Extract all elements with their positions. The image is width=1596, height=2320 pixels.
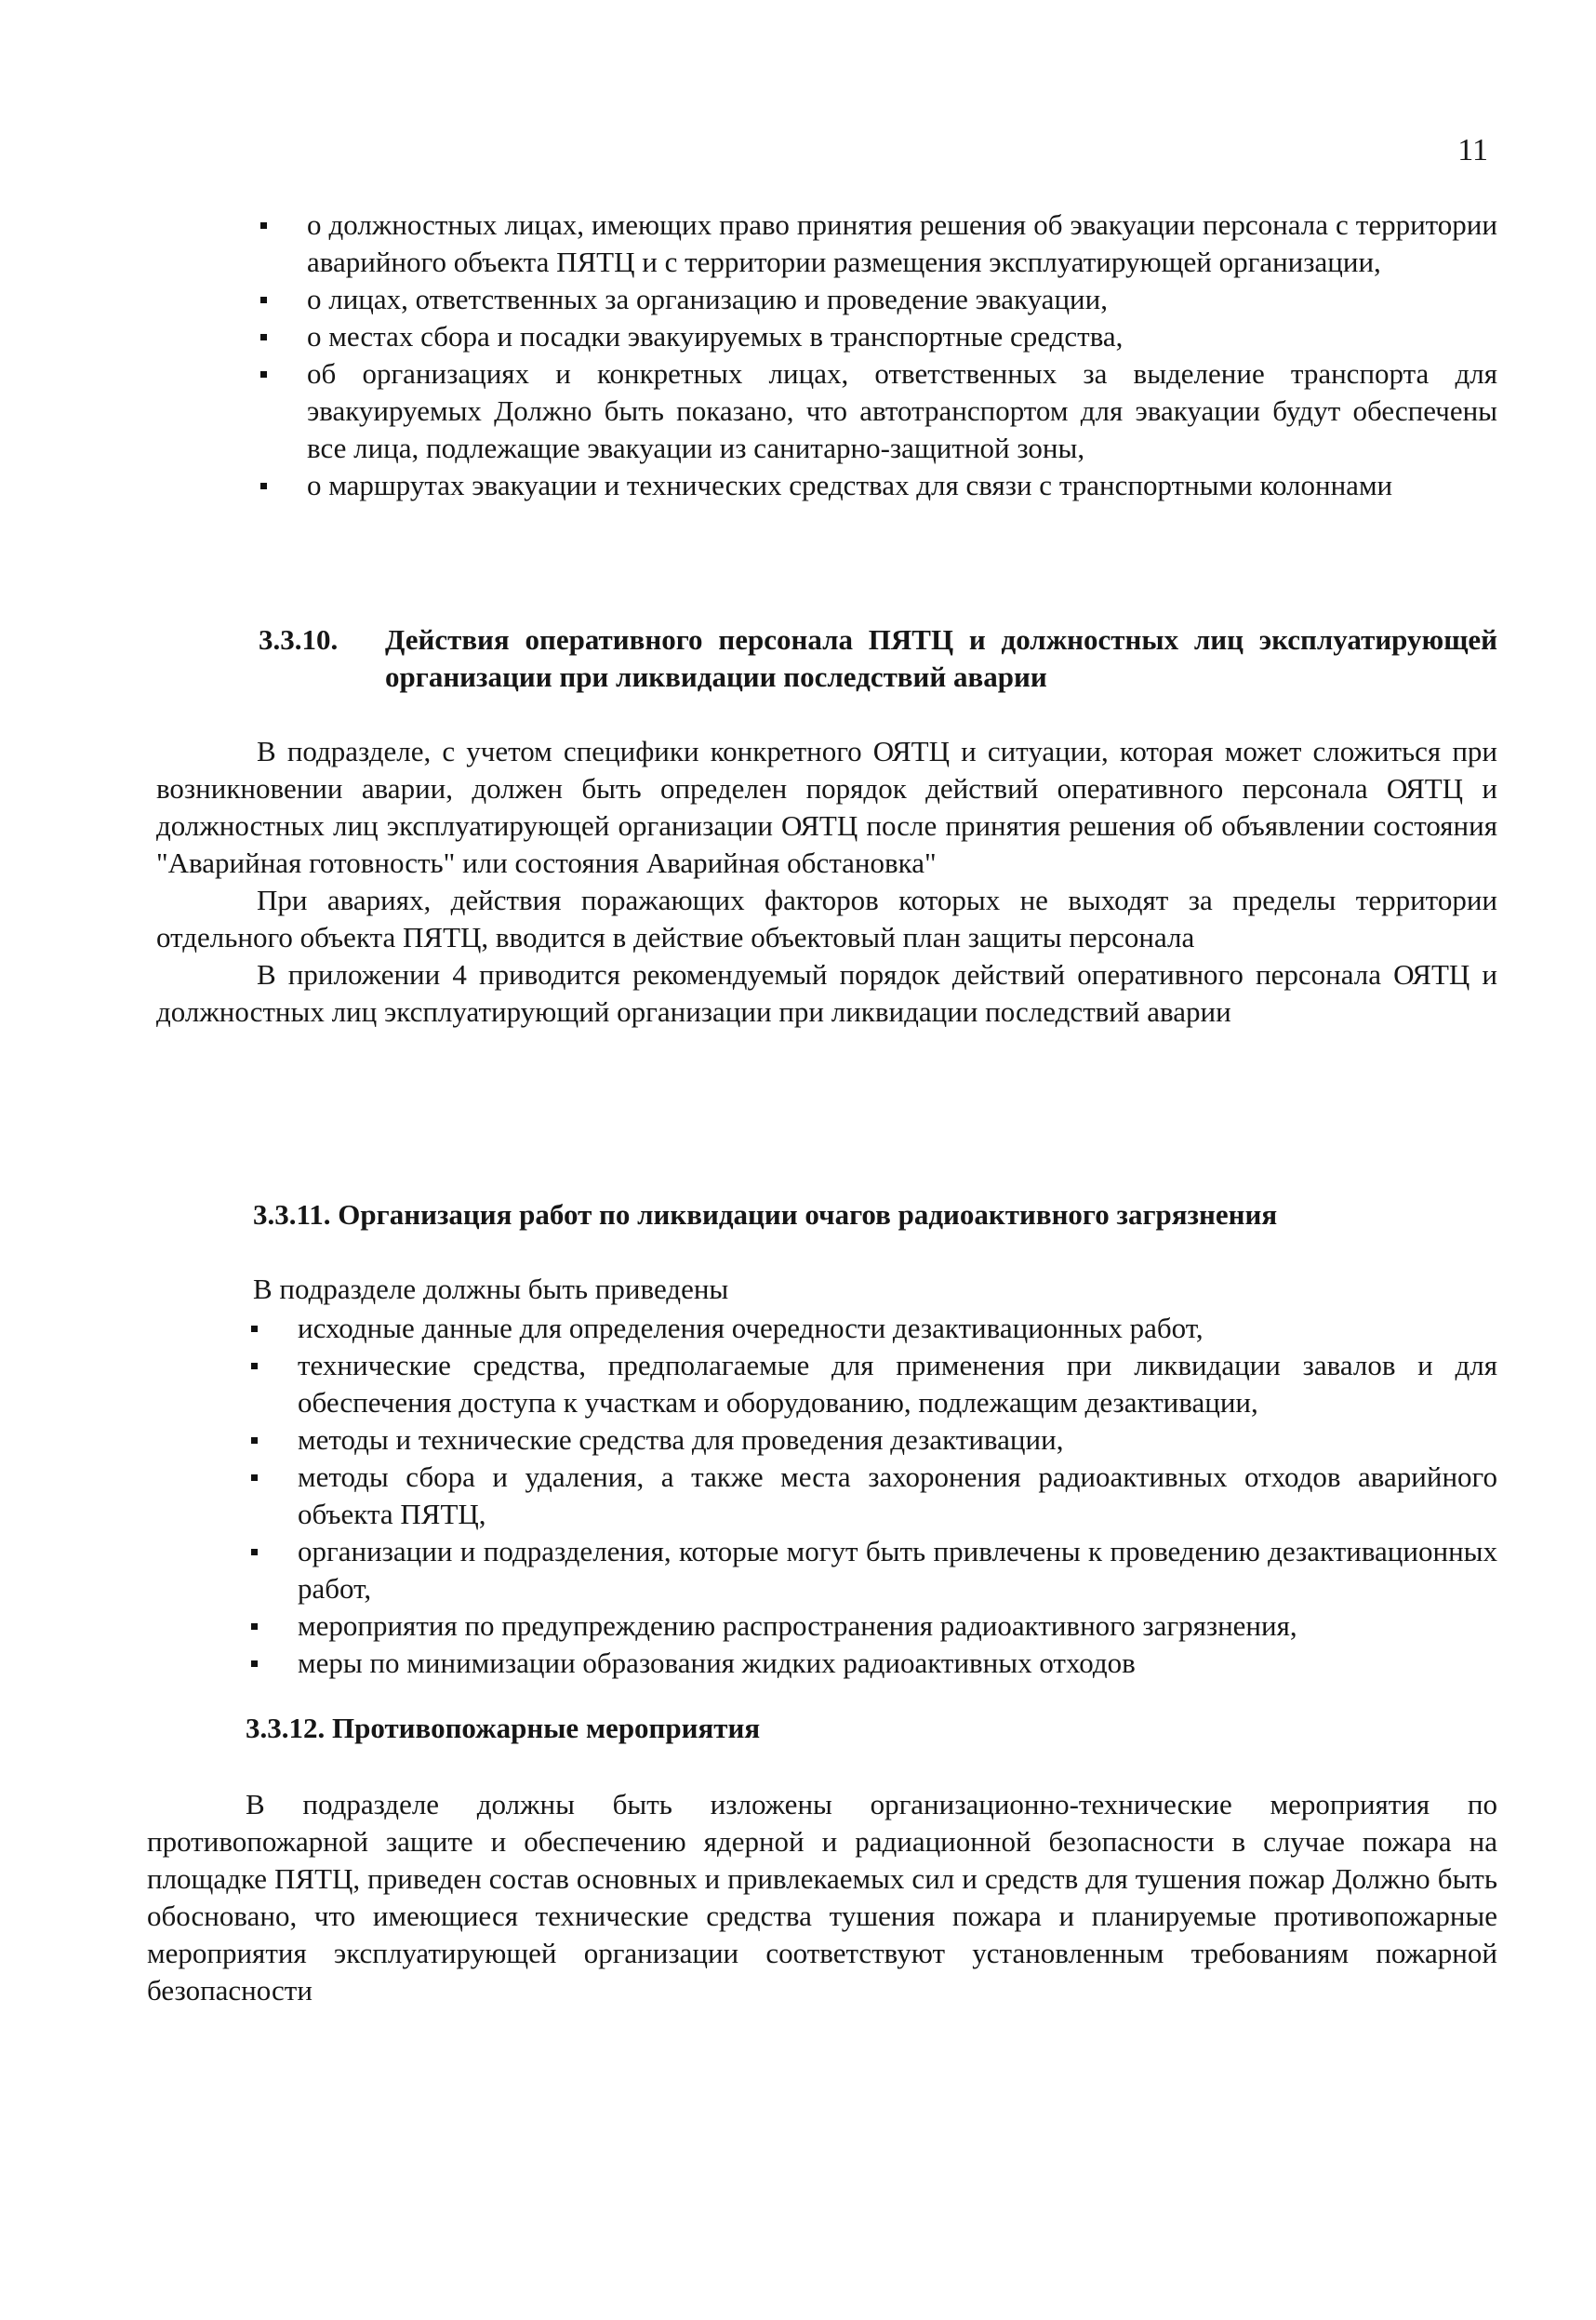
list-item: технические средства, предполагаемые для применения при ликвидации завалов и для обеспечения доступа к участкам и оборудованию, подлежащим дезактивации, xyxy=(251,1347,1497,1421)
list-item: мероприятия по предупреждению распространения радиоактивного загрязнения, xyxy=(251,1607,1497,1645)
list-item: о маршрутах эвакуации и технических средствах для связи с транспортными колоннами xyxy=(260,467,1497,504)
bullet-icon xyxy=(251,1363,258,1369)
list-item: о лицах, ответственных за организацию и проведение эвакуации, xyxy=(260,281,1497,318)
list-item: организации и подразделения, которые могут быть привлечены к проведению дезактивационных работ, xyxy=(251,1533,1497,1607)
section-3-3-10-heading xyxy=(259,621,1497,696)
bullet-icon xyxy=(251,1437,258,1444)
bullet-icon xyxy=(251,1660,258,1667)
paragraph: В приложении 4 приводится рекомендуемый порядок действий оперативного персонала ОЯТЦ и должностных лиц эксплуатирующий организации при ликвидации последствий аварии xyxy=(156,958,1497,1028)
section-3-3-12-paragraph: В подразделе должны быть изложены организационно-технические мероприятия по противопожарной защите и обеспечению ядерной и радиационной безопасности в случае пожара на площадке ПЯТЦ, приведен состав основных и привлекаемых сил и средств для тушения пожар Должно быть обосновано, что имеющиеся технические средства тушения пожара и планируемые противопожарные мероприятия эксплуатирующей организации соответствуют установленным требованиям пожарной безопасности xyxy=(147,1788,1497,2007)
list-item: о местах сбора и посадки эвакуируемых в транспортные средства, xyxy=(260,318,1497,355)
section-3-3-10-body xyxy=(156,733,1497,1031)
section-3-3-11-lead: В подразделе должны быть приведены xyxy=(253,1273,729,1305)
list-item: методы и технические средства для проведения дезактивации, xyxy=(251,1421,1497,1459)
section-number: 3.3.10. xyxy=(259,623,339,656)
bullet-icon xyxy=(260,222,267,229)
bullet-icon xyxy=(260,371,267,378)
bullet-icon xyxy=(260,483,267,489)
section-3-3-12-heading: 3.3.12. Противопожарные мероприятия xyxy=(246,1712,761,1744)
bullet-icon xyxy=(251,1549,258,1555)
page-number: 11 xyxy=(1457,133,1488,167)
bullet-icon xyxy=(260,334,267,340)
list-item: меры по минимизации образования жидких радиоактивных отходов xyxy=(251,1645,1497,1682)
bullet-icon xyxy=(260,297,267,303)
section-title: Действия оперативного персонала ПЯТЦ и должностных лиц эксплуатирующей организации при ликвидации последствий аварии xyxy=(385,623,1497,693)
list-item: методы сбора и удаления, а также места захоронения радиоактивных отходов аварийного объекта ПЯТЦ, xyxy=(251,1459,1497,1533)
bullet-icon xyxy=(251,1326,258,1332)
decontamination-list xyxy=(251,1310,1497,1682)
list-item: об организациях и конкретных лицах, ответственных за выделение транспорта для эвакуируемых Должно быть показано, что автотранспортом для эвакуации будут обеспечены все лица, подлежащие эвакуации из санитарно-защитной зоны, xyxy=(260,355,1497,467)
bullet-icon xyxy=(251,1623,258,1630)
list-item: исходные данные для определения очередности дезактивационных работ, xyxy=(251,1310,1497,1347)
section-3-3-11-heading: 3.3.11. Организация работ по ликвидации очагов радиоактивного загрязнения xyxy=(253,1198,1278,1231)
paragraph: В подразделе, с учетом специфики конкретного ОЯТЦ и ситуации, которая может сложиться при возникновении аварии, должен быть определен порядок действий оперативного персонала ОЯТЦ и должностных лиц эксплуатирующей организации ОЯТЦ после принятия решения об объявлении состояния "Аварийная готовность" или состояния Аварийная обстановка" xyxy=(156,735,1497,879)
list-item: о должностных лицах, имеющих право принятия решения об эвакуации персонала с территории аварийного объекта ПЯТЦ и с территории размещения эксплуатирующей организации, xyxy=(260,207,1497,281)
bullet-icon xyxy=(251,1474,258,1481)
evacuation-info-list xyxy=(260,207,1497,504)
paragraph: При авариях, действия поражающих факторов которых не выходят за пределы территории отдельного объекта ПЯТЦ, вводится в действие объектовый план защиты персонала xyxy=(156,884,1497,953)
